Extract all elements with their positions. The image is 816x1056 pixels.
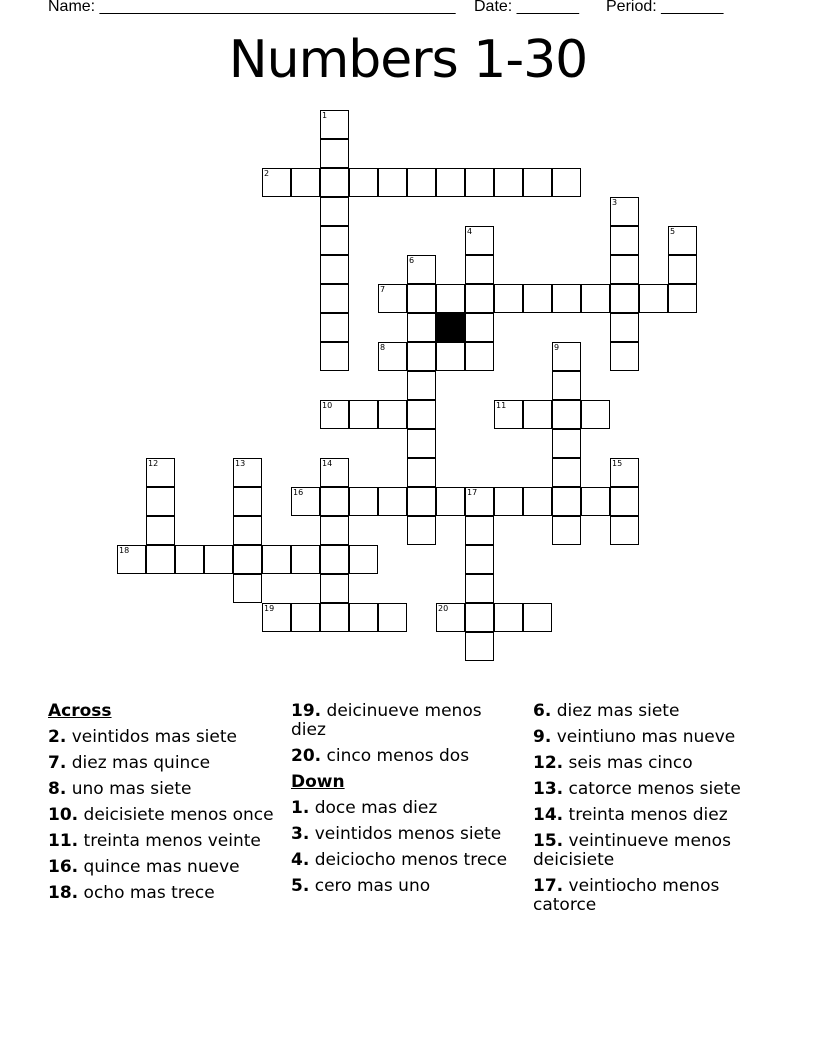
clue-down-17: 17. veintiocho menos catorce xyxy=(533,876,720,915)
clue-across-2: 2. veintidos mas siete xyxy=(48,727,237,747)
grid-cell[interactable] xyxy=(523,603,552,632)
period-line: _______ xyxy=(661,0,724,15)
cell-number: 14 xyxy=(322,459,333,468)
grid-cell[interactable] xyxy=(581,487,610,516)
grid-cell[interactable] xyxy=(668,255,697,284)
grid-cell[interactable] xyxy=(494,603,523,632)
grid-cell[interactable] xyxy=(117,545,146,574)
grid-cell[interactable] xyxy=(465,342,494,371)
clue-down-5: 5. cero mas uno xyxy=(291,876,431,896)
down-heading: Down xyxy=(291,772,345,792)
grid-cell[interactable] xyxy=(407,429,436,458)
cell-number: 10 xyxy=(322,401,333,410)
grid-cell[interactable] xyxy=(320,284,349,313)
grid-cell[interactable] xyxy=(378,168,407,197)
clue-across-16: 16. quince mas nueve xyxy=(48,857,240,877)
grid-cell[interactable] xyxy=(233,516,262,545)
page-title: Numbers 1-30 xyxy=(228,30,588,90)
grid-cell[interactable] xyxy=(610,516,639,545)
grid-cell[interactable] xyxy=(320,574,349,603)
grid-cell[interactable] xyxy=(465,226,494,255)
grid-cell[interactable] xyxy=(262,168,291,197)
clue-down-13: 13. catorce menos siete xyxy=(533,779,741,799)
grid-cell[interactable] xyxy=(552,284,581,313)
grid-cell[interactable] xyxy=(349,487,378,516)
grid-cell[interactable] xyxy=(407,168,436,197)
grid-cell[interactable] xyxy=(465,168,494,197)
grid-cell[interactable] xyxy=(610,284,639,313)
grid-cell[interactable] xyxy=(320,400,349,429)
grid-cell[interactable] xyxy=(320,110,349,139)
grid-cell[interactable] xyxy=(407,371,436,400)
grid-cell[interactable] xyxy=(581,284,610,313)
grid-cell[interactable] xyxy=(204,545,233,574)
grid-cell[interactable] xyxy=(320,487,349,516)
grid-cell[interactable] xyxy=(407,342,436,371)
grid-cell[interactable] xyxy=(465,574,494,603)
cell-number: 6 xyxy=(409,256,415,265)
grid-cell[interactable] xyxy=(436,284,465,313)
clue-across-7: 7. diez mas quince xyxy=(48,753,211,773)
grid-cell[interactable] xyxy=(552,429,581,458)
grid-cell[interactable] xyxy=(581,400,610,429)
grid-cell[interactable] xyxy=(320,255,349,284)
grid-cell[interactable] xyxy=(668,284,697,313)
grid-cell[interactable] xyxy=(349,545,378,574)
grid-cell[interactable] xyxy=(291,487,320,516)
grid-cell[interactable] xyxy=(320,226,349,255)
grid-cell[interactable] xyxy=(465,284,494,313)
clue-down-12: 12. seis mas cinco xyxy=(533,753,693,773)
date-label: Date: xyxy=(474,0,513,15)
grid-cell[interactable] xyxy=(175,545,204,574)
grid-cell[interactable] xyxy=(349,168,378,197)
grid-cell[interactable] xyxy=(552,487,581,516)
grid-cell[interactable] xyxy=(349,400,378,429)
grid-cell[interactable] xyxy=(465,545,494,574)
grid-cell[interactable] xyxy=(610,255,639,284)
grid-cell[interactable] xyxy=(436,342,465,371)
black-square xyxy=(436,313,465,342)
grid-cell[interactable] xyxy=(610,313,639,342)
grid-cell[interactable] xyxy=(378,603,407,632)
grid-cell[interactable] xyxy=(291,603,320,632)
cell-number: 18 xyxy=(119,546,130,555)
date-line: _______ xyxy=(516,0,579,15)
clue-across-18: 18. ocho mas trece xyxy=(48,883,215,903)
grid-cell[interactable] xyxy=(320,458,349,487)
clue-down-14: 14. treinta menos diez xyxy=(533,805,728,825)
grid-cell[interactable] xyxy=(378,342,407,371)
grid-cell[interactable] xyxy=(320,516,349,545)
cell-number: 2 xyxy=(264,169,270,178)
grid-cell[interactable] xyxy=(610,458,639,487)
grid-cell[interactable] xyxy=(610,226,639,255)
grid-cell[interactable] xyxy=(349,603,378,632)
grid-cell[interactable] xyxy=(262,545,291,574)
grid-cell[interactable] xyxy=(378,284,407,313)
cell-number: 11 xyxy=(496,401,507,410)
name-label: Name: xyxy=(48,0,96,15)
grid-cell[interactable] xyxy=(552,371,581,400)
grid-cell[interactable] xyxy=(436,487,465,516)
grid-cell[interactable] xyxy=(552,458,581,487)
cell-number: 1 xyxy=(322,111,328,120)
grid-cell[interactable] xyxy=(320,603,349,632)
cell-number: 7 xyxy=(380,285,386,294)
grid-cell[interactable] xyxy=(378,400,407,429)
cell-number: 20 xyxy=(438,604,449,613)
grid-cell[interactable] xyxy=(523,487,552,516)
grid-cell[interactable] xyxy=(262,603,291,632)
grid-cell[interactable] xyxy=(407,516,436,545)
grid-cell[interactable] xyxy=(494,487,523,516)
cell-number: 17 xyxy=(467,488,478,497)
grid-cell[interactable] xyxy=(291,168,320,197)
clues-column-2 xyxy=(291,702,521,903)
clue-across-11: 11. treinta menos veinte xyxy=(48,831,261,851)
grid-cell[interactable] xyxy=(552,342,581,371)
grid-cell[interactable] xyxy=(465,255,494,284)
clue-down-1: 1. doce mas diez xyxy=(291,798,438,818)
grid-cell[interactable] xyxy=(320,197,349,226)
grid-cell[interactable] xyxy=(523,284,552,313)
grid-cell[interactable] xyxy=(146,458,175,487)
clue-down-4: 4. deiciocho menos trece xyxy=(291,850,508,870)
grid-cell[interactable] xyxy=(378,487,407,516)
clues-column-3 xyxy=(533,702,763,922)
grid-cell[interactable] xyxy=(320,342,349,371)
grid-cell[interactable] xyxy=(407,400,436,429)
clue-across-20: 20. cinco menos dos xyxy=(291,746,470,766)
grid-cell[interactable] xyxy=(610,342,639,371)
grid-cell[interactable] xyxy=(146,516,175,545)
grid-cell[interactable] xyxy=(233,487,262,516)
name-line: ________________________________________ xyxy=(99,0,456,15)
period-label: Period: xyxy=(606,0,657,15)
grid-cell[interactable] xyxy=(146,545,175,574)
grid-cell[interactable] xyxy=(639,284,668,313)
cell-number: 12 xyxy=(148,459,159,468)
grid-cell[interactable] xyxy=(407,458,436,487)
grid-cell[interactable] xyxy=(320,139,349,168)
cell-number: 16 xyxy=(293,488,304,497)
grid-cell[interactable] xyxy=(233,574,262,603)
clue-down-15: 15. veintinueve menos deicisiete xyxy=(533,831,731,870)
grid-cell[interactable] xyxy=(233,545,262,574)
grid-cell[interactable] xyxy=(523,400,552,429)
cell-number: 3 xyxy=(612,198,618,207)
grid-cell[interactable] xyxy=(436,168,465,197)
clues-column-1 xyxy=(48,702,278,910)
grid-cell[interactable] xyxy=(610,487,639,516)
grid-cell[interactable] xyxy=(407,487,436,516)
grid-cell[interactable] xyxy=(523,168,552,197)
grid-cell[interactable] xyxy=(320,168,349,197)
grid-cell[interactable] xyxy=(552,168,581,197)
grid-cell[interactable] xyxy=(668,226,697,255)
grid-cell[interactable] xyxy=(291,545,320,574)
grid-cell[interactable] xyxy=(465,487,494,516)
grid-cell[interactable] xyxy=(465,313,494,342)
grid-cell[interactable] xyxy=(436,603,465,632)
grid-cell[interactable] xyxy=(494,284,523,313)
grid-cell[interactable] xyxy=(407,255,436,284)
cell-number: 13 xyxy=(235,459,246,468)
cell-number: 8 xyxy=(380,343,386,352)
clue-across-8: 8. uno mas siete xyxy=(48,779,192,799)
clue-across-10: 10. deicisiete menos once xyxy=(48,805,274,825)
cell-number: 15 xyxy=(612,459,623,468)
grid-cell[interactable] xyxy=(320,545,349,574)
grid-cell[interactable] xyxy=(320,313,349,342)
cell-number: 5 xyxy=(670,227,676,236)
grid-cell[interactable] xyxy=(146,487,175,516)
grid-cell[interactable] xyxy=(465,632,494,661)
cell-number: 9 xyxy=(554,343,560,352)
clue-down-6: 6. diez mas siete xyxy=(533,701,680,721)
grid-cell[interactable] xyxy=(610,197,639,226)
clue-across-19: 19. deicinueve menos diez xyxy=(291,701,482,740)
grid-cell[interactable] xyxy=(407,313,436,342)
grid-cell[interactable] xyxy=(494,168,523,197)
cell-number: 19 xyxy=(264,604,275,613)
cell-number: 4 xyxy=(467,227,473,236)
grid-cell[interactable] xyxy=(552,516,581,545)
clue-down-3: 3. veintidos menos siete xyxy=(291,824,502,844)
grid-cell[interactable] xyxy=(494,400,523,429)
grid-cell[interactable] xyxy=(465,516,494,545)
grid-cell[interactable] xyxy=(552,400,581,429)
grid-cell[interactable] xyxy=(407,284,436,313)
grid-cell[interactable] xyxy=(465,603,494,632)
clue-down-9: 9. veintiuno mas nueve xyxy=(533,727,736,747)
grid-cell[interactable] xyxy=(233,458,262,487)
across-heading: Across xyxy=(48,701,112,721)
